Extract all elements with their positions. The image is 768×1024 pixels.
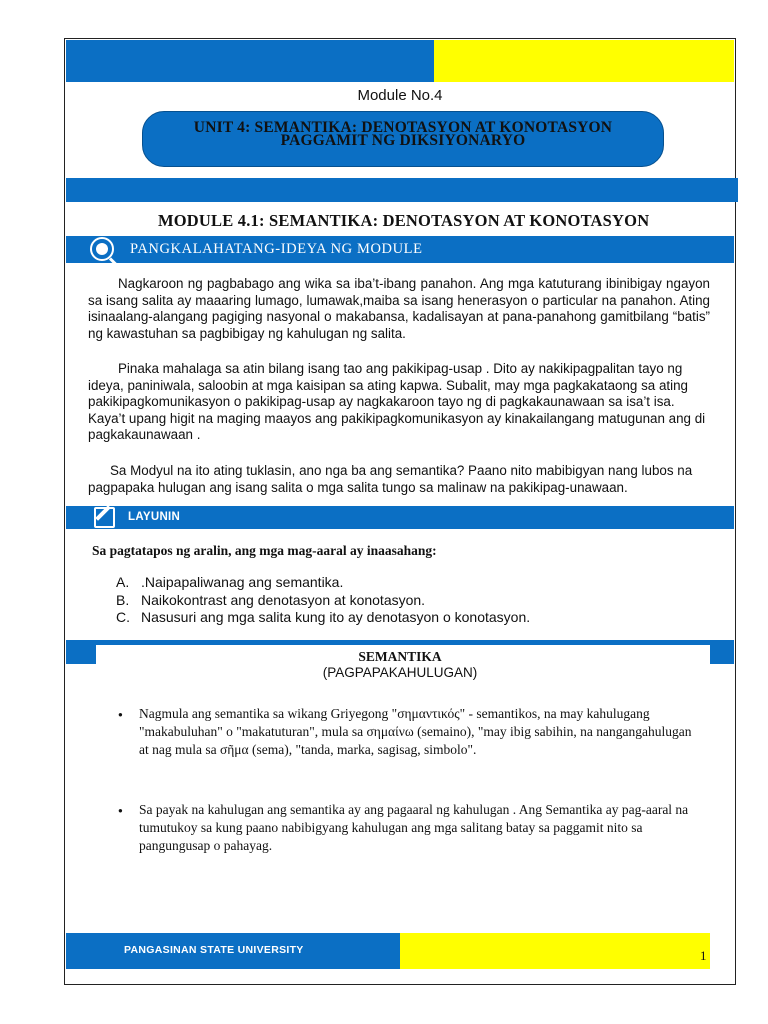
overview-paragraph-3: Sa Modyul na ito ating tuklasin, ano nga ba ang semantika? Paano nito mabibigyan nang lubos na pagpapaka hulugan ang isang salita o mga salita tungo sa malinaw na pakikipag-unawaan. [88,463,693,495]
overview-paragraph-1: Nagkaroon ng pagbabago ang wika sa iba’t-ibang panahon. Ang mga katuturang ibinibigay ngayon sa isang salita ay maaaring lumago, lumawak,maiba sa isang henerasyon o particular na panahon. Ating isinaalang-alangang pagiging nasyonal o makabansa, kadalisayan at pana-panahong gamitbilang “batis” ng kawastuhan sa pagbibigay ng kahulugan ng salita. [88,276,710,341]
divider-blue-bar [66,178,738,202]
list-item [116,592,530,610]
objectives-list [116,574,530,627]
bullet-icon: ● [118,806,123,815]
semantika-bullet-1: Nagmula ang semantika sa wikang Griyegong "σημαντικός" - semantikos, na may kahulugang "makabuluhan" o "makatuturan", mula sa σημαίνω (semaino), "may ibig sabihin, na nangangahulugan at nag mula sa σῆμα (sema), "tanda, marka, sagisag, simbolo". [139,706,692,757]
section-label-overview: PANGKALAHATANG-IDEYA NG MODULE [130,241,423,257]
list-letter: B. [116,591,130,608]
page-number: 1 [700,948,707,963]
list-letter: A. [116,574,130,590]
module-number: Module No.4 [357,87,443,104]
unit-title-line-1: UNIT 4: SEMANTIKA: DENOTASYON AT KONOTASYON [193,119,613,136]
semantika-subtitle: (PAGPAPAKAHULUGAN) [322,665,478,680]
footer-yellow-band [400,933,710,969]
list-text: Nasusuri ang mga salita kung ito ay denotasyon o konotasyon. [141,609,531,625]
search-icon [90,237,114,261]
header-yellow-band [434,40,734,82]
list-text: Naikokontrast ang denotasyon at konotasyon. [141,591,426,608]
header-blue-band [66,40,434,82]
overview-paragraph-2: Pinaka mahalaga sa atin bilang isang tao ang pakikipag-usap . Dito ay nakikipagpalitan tayo ng ideya, paniniwala, saloobin at mga kaisipan sa ating kapwa. Subalit, may mga pagkakataong sa ating pakikipagkomunikasyon o pakikipag-usap ay nagkakaroon tayo ng di pagkakaunawaan sa isa’t isa. Kaya’t upang higit na maging maayos ang pakikipagkomunikasyon ay kinakailangang matugunan ang di pagkakaunawaan . [88,361,706,442]
semantika-bullet-2: Sa payak na kahulugan ang semantika ay ang pagaaral ng kahulugan . Ang Semantika ay pag-aaral na tumutukoy sa kung paano nabibigyang kahulugan ang mga salitang batay sa paggamit nito sa pangungusap o pahayag. [139,802,689,853]
list-letter: C. [116,609,130,625]
objectives-intro: Sa pagtatapos ng aralin, ang mga mag-aaral ay inaasahang: [92,543,437,558]
edit-icon [94,507,115,528]
bullet-icon: ● [118,710,123,719]
section-label-objectives: LAYUNIN [128,511,181,523]
section-header-overview [66,236,734,263]
list-text: .Naipapaliwanag ang semantika. [141,574,344,590]
list-item [116,574,530,592]
list-item [116,609,530,627]
footer-university: PANGASINAN STATE UNIVERSITY [124,944,304,956]
module-title: MODULE 4.1: SEMANTIKA: DENOTASYON AT KONOTASYON [158,211,650,230]
unit-title-banner [142,111,664,167]
semantika-title: SEMANTIKA [358,649,442,664]
section-header-objectives [66,506,734,529]
unit-title-line-2: PAGGAMIT NG DIKSIYONARYO [280,132,526,149]
